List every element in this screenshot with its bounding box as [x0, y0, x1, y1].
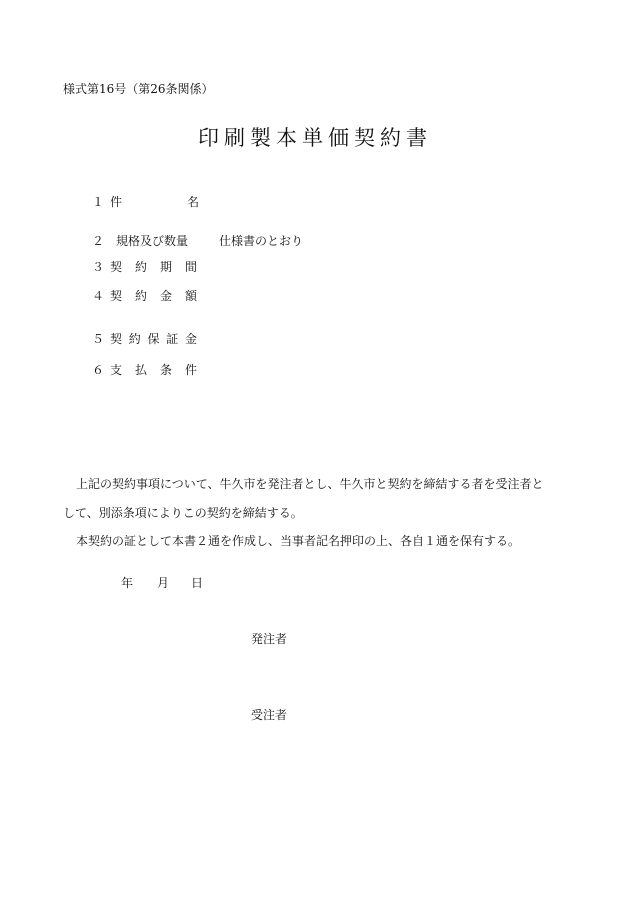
item-3-label-char: 期: [159, 260, 172, 274]
item-3-label-char: 契: [110, 260, 123, 274]
item-5-label-char: 保: [147, 332, 160, 346]
item-3-label-char: 約: [134, 260, 147, 274]
item-5-label: [110, 330, 197, 347]
item-5-label-char: 約: [128, 332, 141, 346]
item-4-number: ４: [92, 289, 105, 303]
paragraph-1-line-2: して、別添条項によりこの契約を締結する。: [63, 506, 303, 520]
item-5-label-char: 契: [110, 332, 123, 346]
contractor-label: 受注者: [251, 708, 288, 722]
item-6-label-char: 条: [159, 363, 172, 377]
item-1-number: １: [92, 195, 105, 209]
form-number: 様式第16号（第26条関係）: [63, 82, 214, 96]
item-4-label-char: 金: [159, 289, 172, 303]
item-4-label: [110, 287, 197, 304]
item-6-label-char: 払: [134, 363, 147, 377]
item-4-label-char: 額: [184, 289, 197, 303]
item-2-value: 仕様書のとおり: [219, 234, 304, 248]
item-1-label-char: 件: [110, 195, 123, 209]
item-6-label-char: 支: [110, 363, 123, 377]
item-5-label-char: 金: [184, 332, 197, 346]
date-month-label: 月: [157, 576, 170, 590]
item-5-label-char: 証: [166, 332, 179, 346]
item-3-number: ３: [92, 260, 105, 274]
date-year-label: 年: [121, 576, 134, 590]
item-4-label-char: 約: [134, 289, 147, 303]
item-1-label-char: 名: [186, 195, 199, 209]
item-2-number: ２: [92, 234, 105, 248]
item-6-number: ６: [92, 363, 105, 377]
item-1-label: [110, 193, 199, 210]
item-5-number: ５: [92, 332, 105, 346]
item-4-label-char: 契: [110, 289, 123, 303]
date-day-label: 日: [191, 576, 204, 590]
orderer-label: 発注者: [251, 632, 288, 646]
document-title: 印刷製本単価契約書: [198, 126, 432, 150]
item-3-label: [110, 258, 197, 275]
item-6-label-char: 件: [184, 363, 197, 377]
item-6-label: [110, 361, 197, 378]
paragraph-2: 本契約の証として本書２通を作成し、当事者記名押印の上、各自１通を保有する。: [76, 534, 521, 548]
paragraph-1-line-1: 上記の契約事項について、牛久市を発注者とし、牛久市と契約を締結する者を受注者と: [76, 477, 544, 491]
item-3-label-char: 間: [184, 260, 197, 274]
item-2-label: 規格及び数量: [116, 234, 189, 248]
